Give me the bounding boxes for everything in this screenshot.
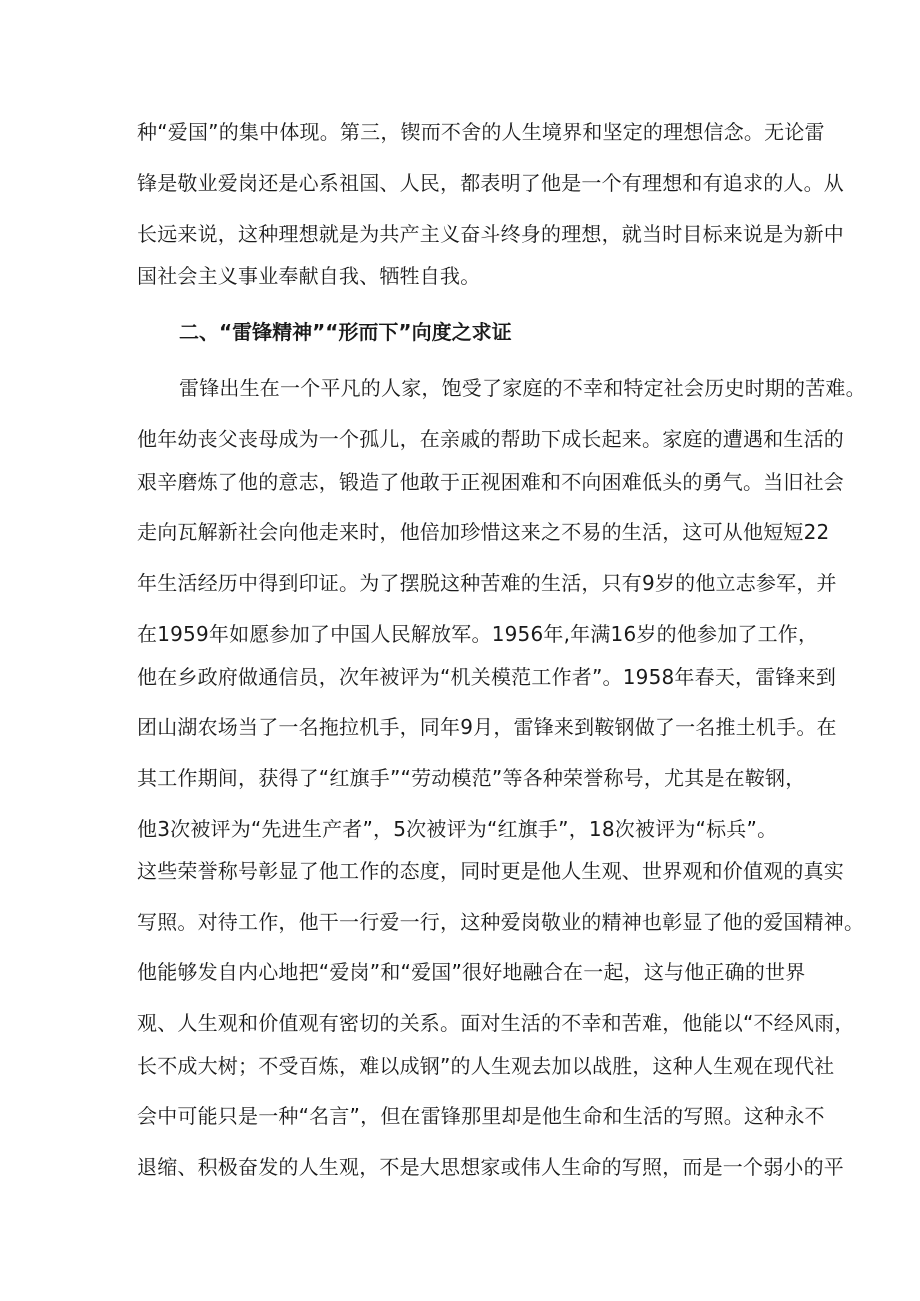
body-line-4: 走向瓦解新社会向他走来时，他倍加珍惜这来之不易的生活，这可从他短短22	[137, 520, 830, 544]
body-line-7: 他在乡政府做通信员，次年被评为“机关模范工作者”。1958年春天，雷锋来到	[137, 665, 837, 689]
intro-line-2: 锋是敬业爱岗还是心系祖国、人民，都表明了他是一个有理想和有追求的人。从	[137, 171, 844, 195]
body-line-16: 会中可能只是一种“名言”，但在雷锋那里却是他生命和生活的写照。这种永不	[137, 1104, 825, 1128]
body-line-14: 观、人生观和价值观有密切的关系。面对生活的不幸和苦难，他能以“不经风雨，	[137, 1011, 855, 1035]
body-line-5: 年生活经历中得到印证。为了摆脱这种苦难的生活，只有9岁的他立志参军，并	[137, 571, 837, 595]
body-line-3: 艰辛磨炼了他的意志，锻造了他敢于正视困难和不向困难低头的勇气。当旧社会	[137, 470, 844, 494]
body-line-1: 雷锋出生在一个平凡的人家，饱受了家庭的不幸和特定社会历史时期的苦难。	[179, 376, 866, 400]
body-line-8: 团山湖农场当了一名拖拉机手，同年9月，雷锋来到鞍钢做了一名推土机手。在	[137, 715, 837, 739]
body-line-2: 他年幼丧父丧母成为一个孤儿，在亲戚的帮助下成长起来。家庭的遭遇和生活的	[137, 427, 844, 451]
body-line-15: 长不成大树；不受百炼，难以成钢”的人生观去加以战胜，这种人生观在现代社	[137, 1054, 835, 1078]
body-line-13: 他能够发自内心地把“爱岗”和“爱国”很好地融合在一起，这与他正确的世界	[137, 960, 806, 984]
body-line-9: 其工作期间，获得了“红旗手”“劳动模范”等各种荣誉称号，尤其是在鞍钢，	[137, 766, 806, 790]
intro-line-1: 种“爱国”的集中体现。第三，锲而不舍的人生境界和坚定的理想信念。无论雷	[137, 120, 825, 144]
body-line-17: 退缩、积极奋发的人生观，不是大思想家或伟人生命的写照，而是一个弱小的平	[137, 1155, 844, 1179]
intro-line-4: 国社会主义事业奉献自我、牺牲自我。	[137, 264, 481, 288]
body-line-12: 写照。对待工作，他干一行爱一行，这种爱岗敬业的精神也彰显了他的爱国精神。	[137, 910, 865, 934]
intro-line-3: 长远来说，这种理想就是为共产主义奋斗终身的理想，就当时目标来说是为新中	[137, 222, 844, 246]
section-heading: 二、“雷锋精神”“形而下”向度之求证	[179, 320, 512, 344]
body-line-10: 他3次被评为“先进生产者”，5次被评为“红旗手”，18次被评为“标兵”。	[137, 817, 778, 841]
body-line-11: 这些荣誉称号彰显了他工作的态度，同时更是他人生观、世界观和价值观的真实	[137, 859, 844, 883]
body-line-6: 在1959年如愿参加了中国人民解放军。1956年,年满16岁的他参加了工作，	[137, 622, 819, 646]
